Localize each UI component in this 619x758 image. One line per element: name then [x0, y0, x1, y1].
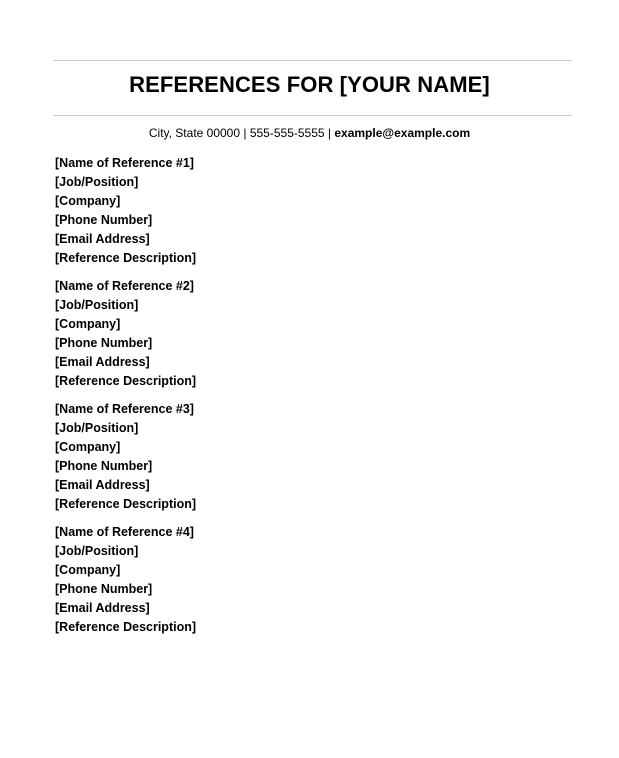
top-divider — [54, 60, 572, 61]
contact-separator: | — [324, 126, 335, 140]
contact-location: City, State 00000 — [148, 126, 241, 140]
reference-company: [Company] — [55, 563, 121, 577]
contact-line — [0, 125, 619, 141]
reference-email: [Email Address] — [55, 355, 150, 369]
reference-phone: [Phone Number] — [55, 213, 153, 227]
reference-job: [Job/Position] — [55, 175, 139, 189]
reference-phone: [Phone Number] — [55, 582, 153, 596]
document-title: REFERENCES FOR [YOUR NAME] — [129, 72, 490, 97]
reference-job: [Job/Position] — [55, 544, 139, 558]
reference-description: [Reference Description] — [55, 251, 197, 265]
reference-description: [Reference Description] — [55, 497, 197, 511]
reference-block-2 — [55, 277, 555, 391]
reference-phone: [Phone Number] — [55, 336, 153, 350]
reference-email: [Email Address] — [55, 601, 150, 615]
contact-phone: 555-555-5555 — [249, 126, 325, 140]
reference-name: [Name of Reference #2] — [55, 279, 194, 293]
reference-email: [Email Address] — [55, 478, 150, 492]
reference-company: [Company] — [55, 440, 121, 454]
reference-name: [Name of Reference #4] — [55, 525, 194, 539]
reference-name: [Name of Reference #3] — [55, 402, 194, 416]
reference-phone: [Phone Number] — [55, 459, 153, 473]
reference-name: [Name of Reference #1] — [55, 156, 194, 170]
reference-description: [Reference Description] — [55, 374, 197, 388]
contact-separator: | — [240, 126, 250, 140]
reference-email: [Email Address] — [55, 232, 150, 246]
reference-block-4 — [55, 523, 555, 637]
bottom-divider — [54, 115, 572, 116]
reference-job: [Job/Position] — [55, 298, 139, 312]
reference-block-1 — [55, 154, 555, 268]
contact-email: example@example.com — [334, 126, 471, 140]
reference-block-3 — [55, 400, 555, 514]
reference-description: [Reference Description] — [55, 620, 197, 634]
references-list — [55, 154, 555, 646]
reference-company: [Company] — [55, 317, 121, 331]
reference-company: [Company] — [55, 194, 121, 208]
reference-job: [Job/Position] — [55, 421, 139, 435]
